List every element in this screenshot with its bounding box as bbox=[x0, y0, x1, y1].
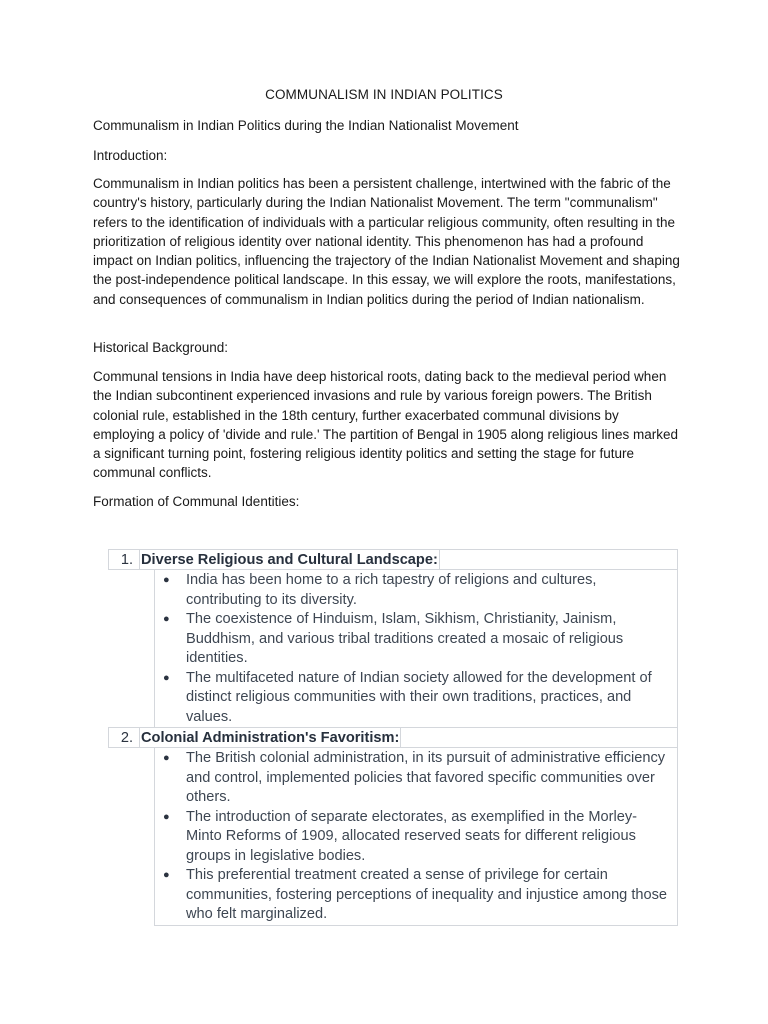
background-heading: Historical Background: bbox=[93, 340, 229, 355]
background-paragraph: Communal tensions in India have deep historical roots, dating back to the medieval period when the Indian subcontinent experienced invasions and rule by various foreign powers. The British colonial rule, established in the 18th century, further exacerbated communal divisions by employing a policy of 'divide and rule.' The partition of Bengal in 1905 along religious lines marked a significant turning point, fostering religious identity politics and setting the stage for future communal conflicts. bbox=[93, 369, 679, 481]
bullet-item bbox=[155, 749, 677, 808]
numbered-list bbox=[108, 549, 678, 926]
list-item-heading-row bbox=[108, 549, 678, 570]
list-item-bullets bbox=[154, 748, 678, 926]
page-title: COMMUNALISM IN INDIAN POLITICS bbox=[265, 87, 503, 102]
bullet-dot-icon: ● bbox=[163, 574, 170, 586]
bullet-dot-icon: ● bbox=[163, 810, 170, 823]
list-item-heading: Diverse Religious and Cultural Landscape: bbox=[141, 551, 438, 568]
bullet-dot-icon: ● bbox=[163, 869, 170, 881]
bullet-item bbox=[155, 808, 677, 867]
document-subtitle: Communalism in Indian Politics during the Indian Nationalist Movement bbox=[93, 118, 519, 133]
bullet-text: This preferential treatment created a sense of privilege for certain communities, fostering perceptions of inequality and injustice among those who felt marginalized. bbox=[186, 867, 668, 922]
bullet-dot-icon: ● bbox=[163, 613, 170, 625]
bullet-text: The British colonial administration, in its pursuit of administrative efficiency and control, implemented policies that favored specific communities over others. bbox=[186, 750, 666, 805]
list-item-heading-row bbox=[108, 727, 678, 748]
bullet-text: The multifaceted nature of Indian society allowed for the development of distinct religious communities with their own traditions, practices, and values. bbox=[186, 669, 652, 725]
list-item-bullets bbox=[154, 570, 678, 727]
intro-heading: Introduction: bbox=[93, 148, 168, 163]
bullet-text: The coexistence of Hinduism, Islam, Sikhism, Christianity, Jainism, Buddhism, and various tribal traditions created a mosaic of religious identities. bbox=[186, 611, 624, 666]
list-item-number: 2. bbox=[109, 728, 140, 747]
bullet-text: The introduction of separate electorates, as exemplified in the Morley-Minto Reforms of 1909, allocated reserved seats for different religious groups in legislative bodies. bbox=[186, 808, 638, 864]
bullet-item bbox=[155, 669, 677, 728]
bullet-dot-icon: ● bbox=[163, 752, 170, 764]
list-item-heading: Colonial Administration's Favoritism: bbox=[141, 729, 400, 746]
bullet-dot-icon: ● bbox=[163, 671, 170, 684]
list-item-number: 1. bbox=[109, 550, 140, 569]
bullet-text: India has been home to a rich tapestry of religions and cultures, contributing to its diversity. bbox=[186, 572, 597, 608]
bullet-item bbox=[155, 866, 677, 925]
intro-paragraph: Communalism in Indian politics has been a persistent challenge, intertwined with the fabric of the country's history, particularly during the Indian Nationalist Movement. The term "communalism" refers to the identification of individuals with a particular religious community, often resulting in the prioritization of religious identity over national identity. This phenomenon has had a profound impact on Indian politics, influencing the trajectory of the Indian Nationalist Movement and shaping the post-independence political landscape. In this essay, we will explore the roots, manifestations, and consequences of communalism in Indian politics during the period of Indian nationalism. bbox=[93, 176, 680, 307]
bullet-item bbox=[155, 571, 677, 610]
bullet-item bbox=[155, 610, 677, 669]
formation-heading: Formation of Communal Identities: bbox=[93, 494, 300, 509]
